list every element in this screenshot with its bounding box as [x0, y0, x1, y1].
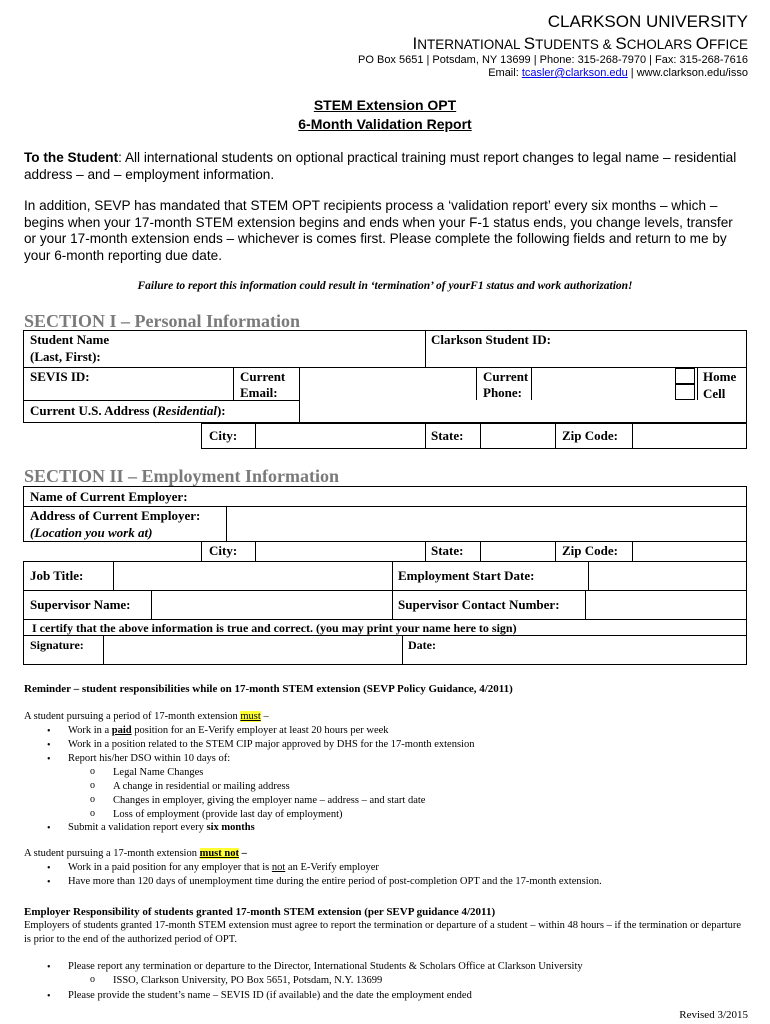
section2-heading: SECTION II – Employment Information — [24, 466, 340, 486]
employer-city-label: City: — [209, 543, 238, 558]
report-subitem: Loss of employment (provide last day of employment) — [113, 809, 343, 820]
zip-label: Zip Code: — [562, 428, 618, 443]
reminder-heading: Reminder – student responsibilities while on 17-month STEM extension (SEVP Policy Guidance, 4/2011) — [24, 683, 513, 695]
address-field[interactable] — [245, 402, 295, 421]
submit-item: Submit a validation report every six months — [68, 822, 255, 833]
employer-state-field[interactable] — [483, 543, 553, 560]
student-id-label: Clarkson Student ID: — [431, 332, 551, 347]
warning-note: Failure to report this information could result in ‘termination’ of yourF1 status and work authorization! — [137, 280, 633, 292]
report-subitem: Legal Name Changes — [113, 767, 204, 778]
sevis-id-field[interactable] — [100, 369, 230, 398]
date-label: Date: — [408, 638, 436, 652]
employer-zip-label: Zip Code: — [562, 543, 618, 558]
employer-state-label: State: — [431, 543, 464, 558]
employer-address-label: Address of Current Employer: — [30, 508, 201, 523]
date-field[interactable] — [445, 637, 745, 663]
state-label: State: — [431, 428, 464, 443]
report-subitem: A change in residential or mailing address — [113, 781, 290, 792]
sevp-paragraph: In addition, SEVP has mandated that STEM OPT recipients process a ‘validation report’ every six months – which – begins when your 17-month STEM extension begins and ends when your F-1 status ends, you change levels, transfer or your 17-month extension ends – whichever is comes first. Please complete the following fields and return to me by your 6-month reporting due date. — [24, 198, 733, 263]
sub-bullet-icon: o — [90, 766, 95, 777]
office-contact: Email: tcasler@clarkson.edu | www.clarkson.edu/isso — [488, 67, 748, 79]
report-subitem: Changes in employer, giving the employer name – address – and start date — [113, 795, 426, 806]
employer-address-field[interactable] — [229, 508, 745, 540]
certify-statement: I certify that the above information is true and correct. (you may print your name here to sign) — [32, 621, 517, 635]
student-name-label: Student Name — [30, 332, 110, 347]
supervisor-name-label: Supervisor Name: — [30, 597, 131, 612]
employer-city-field[interactable] — [258, 543, 422, 560]
current-email-label: Current Email: — [240, 369, 286, 400]
must-intro: A student pursuing a period of 17-month extension must – — [24, 711, 269, 722]
bullet-icon: • — [47, 962, 51, 973]
student-id-field[interactable] — [565, 333, 743, 365]
employer-item: Please provide the student’s name – SEVIS ID (if available) and the date the employment ended — [68, 990, 472, 1001]
employer-text: Employers of students granted 17-month STEM extension must agree to report the termination or departure of a student – within 48 hours – if the termination or departure is prior to the end of the authorized period of OPT. — [24, 920, 742, 945]
current-email-field[interactable] — [302, 369, 474, 398]
employer-zip-field[interactable] — [635, 543, 745, 560]
signature-field[interactable] — [106, 637, 400, 663]
intro-paragraph: To the Student: All international students on optional practical training must report changes to legal name – residential address – and – employment information. — [24, 150, 737, 182]
university-name: CLARKSON UNIVERSITY — [547, 12, 748, 31]
form-title: STEM Extension OPT — [313, 97, 457, 113]
employer-name-field[interactable] — [205, 488, 745, 505]
signature-label: Signature: — [30, 638, 84, 652]
must-item: Work in a position related to the STEM CIP major approved by DHS for the 17-month extension — [68, 739, 475, 750]
employer-name-label: Name of Current Employer: — [30, 489, 188, 504]
bullet-icon: • — [47, 754, 51, 765]
location-note: (Location you work at) — [30, 525, 153, 540]
email-link[interactable]: tcasler@clarkson.edu — [521, 67, 628, 79]
current-phone-label: Current Phone: — [483, 369, 529, 400]
sub-bullet-icon: o — [90, 808, 95, 819]
office-name: INTERNATIONAL STUDENTS & SCHOLARS OFFICE — [412, 34, 748, 53]
job-title-label: Job Title: — [30, 568, 84, 583]
job-title-field[interactable] — [116, 563, 390, 589]
mustnot-item: Work in a paid position for any employer that is not an E-Verify employer — [68, 862, 379, 873]
bullet-icon: • — [47, 991, 51, 1002]
start-date-label: Employment Start Date: — [398, 568, 535, 583]
supervisor-name-field[interactable] — [154, 592, 390, 618]
current-phone-field[interactable] — [534, 369, 672, 398]
cell-label: Cell — [703, 386, 726, 401]
state-field[interactable] — [483, 425, 553, 447]
cell-checkbox[interactable] — [675, 384, 695, 400]
supervisor-contact-field[interactable] — [588, 592, 745, 618]
supervisor-contact-label: Supervisor Contact Number: — [398, 597, 560, 612]
sub-bullet-icon: o — [90, 780, 95, 791]
home-label: Home — [703, 369, 737, 384]
revision-date: Revised 3/2015 — [679, 1009, 748, 1021]
bullet-icon: • — [47, 863, 51, 874]
address-label: Current U.S. Address (Residential): — [30, 403, 226, 418]
sub-bullet-icon: o — [90, 974, 95, 985]
sub-bullet-icon: o — [90, 794, 95, 805]
must-item: Report his/her DSO within 10 days of: — [68, 753, 231, 764]
student-name-field[interactable] — [35, 333, 420, 365]
start-date-field[interactable] — [591, 563, 745, 589]
bullet-icon: • — [47, 740, 51, 751]
mustnot-item: Have more than 120 days of unemployment time during the entire period of post-completion OPT and the 17-month extension. — [68, 876, 602, 887]
bullet-icon: • — [47, 823, 51, 834]
zip-field[interactable] — [635, 425, 745, 447]
employer-subitem: ISSO, Clarkson University, PO Box 5651, Potsdam, N.Y. 13699 — [113, 975, 383, 986]
employer-item: Please report any termination or departure to the Director, International Students & Scholars Office at Clarkson University — [68, 961, 583, 972]
city-field[interactable] — [258, 425, 422, 447]
employer-heading: Employer Responsibility of students granted 17-month STEM extension (per SEVP guidance 4/2011) — [24, 906, 496, 918]
mustnot-intro: A student pursuing a 17-month extension must not – — [24, 848, 247, 859]
bullet-icon: • — [47, 877, 51, 888]
home-checkbox[interactable] — [675, 368, 695, 384]
must-item: Work in a paid position for an E-Verify employer at least 20 hours per week — [68, 725, 389, 736]
section1-heading: SECTION I – Personal Information — [24, 311, 301, 331]
office-address: PO Box 5651 | Potsdam, NY 13699 | Phone: 315-268-7970 | Fax: 315-268-7616 — [358, 54, 748, 66]
form-subtitle: 6-Month Validation Report — [298, 116, 472, 132]
last-first-label: (Last, First): — [30, 349, 101, 364]
bullet-icon: • — [47, 726, 51, 737]
city-label: City: — [209, 428, 238, 443]
sevis-id-label: SEVIS ID: — [30, 369, 90, 384]
